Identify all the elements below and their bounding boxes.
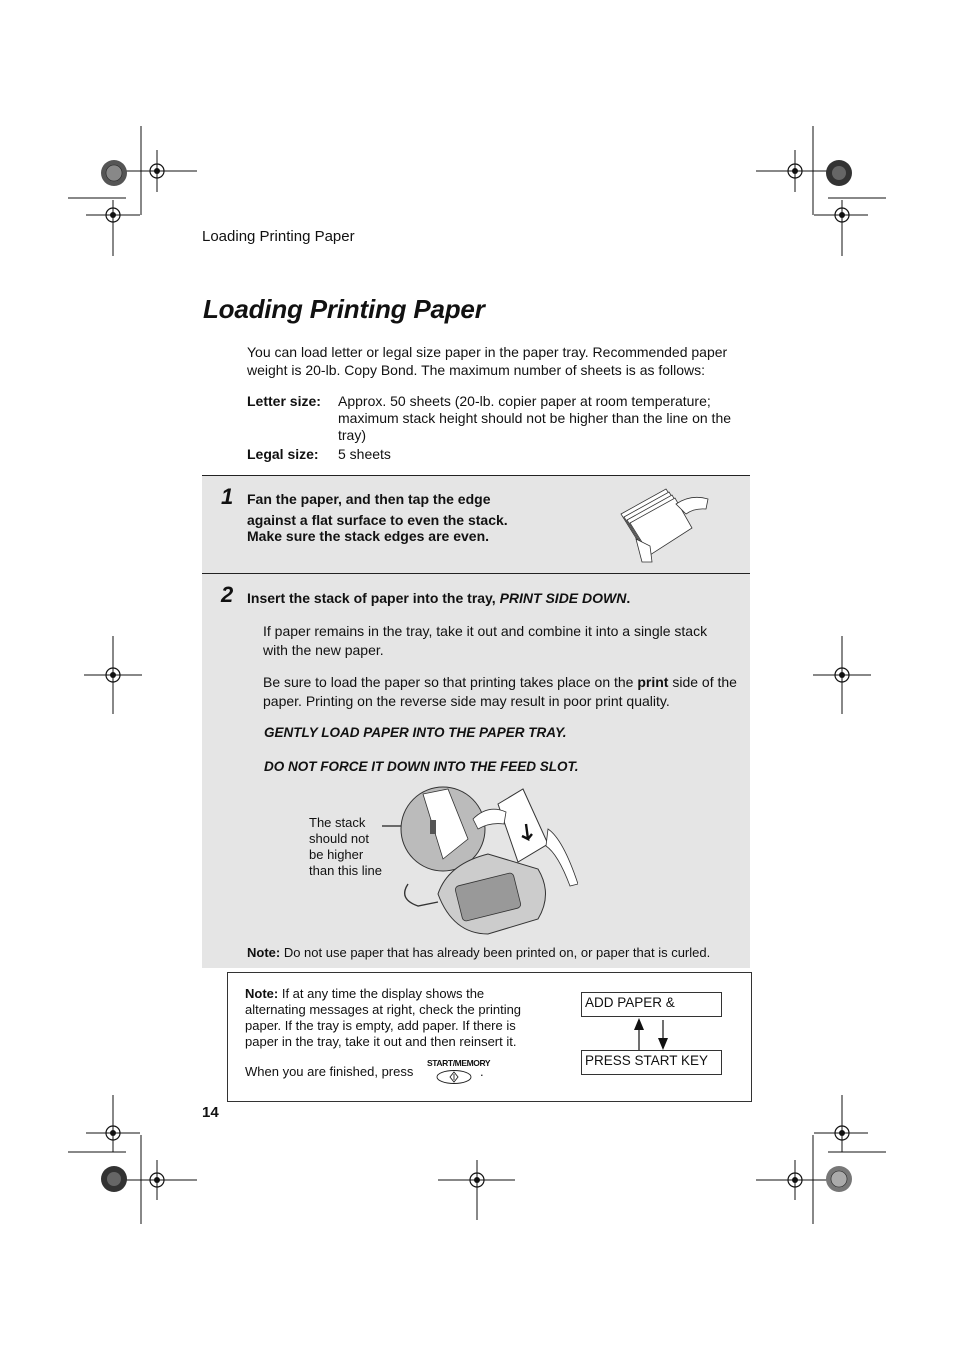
- step-1-line-2: against a flat surface to even the stack.: [247, 512, 508, 528]
- step-2-paragraph-1: If paper remains in the tray, take it out and combine it into a single stack with the new paper.: [263, 623, 708, 658]
- step-1-panel: [202, 475, 750, 574]
- legal-size-value: 5 sheets: [338, 446, 391, 462]
- finish-instruction: [245, 1064, 413, 1079]
- intro-paragraph: You can load letter or legal size paper in the paper tray. Recommended paper weight is 20-lb. Copy Bond. The maximum number of sheets is as follows:: [247, 344, 728, 378]
- running-header: Loading Printing Paper: [202, 228, 355, 245]
- finish-instruction-text: When you are finished, press: [245, 1064, 414, 1079]
- caption-line-1: The stack: [309, 815, 366, 830]
- display-message-1: ADD PAPER &: [581, 992, 722, 1017]
- step-2-note-text: Do not use paper that has already been printed on, or paper that is curled.: [280, 945, 711, 960]
- letter-size-value: Approx. 50 sheets (20-lb. copier paper at room temperature; maximum stack height should not be higher than the line on the tray): [338, 393, 732, 443]
- legal-size-label: Legal size:: [247, 446, 319, 462]
- step-1-number: 1: [221, 484, 234, 509]
- step-2-heading: [247, 590, 630, 607]
- step-2-paragraph-2-bold: print: [637, 674, 669, 690]
- finish-instruction-end: .: [480, 1064, 484, 1079]
- caption-line-4: than this line: [309, 863, 382, 878]
- step-2-panel: [202, 573, 750, 968]
- fanned-paper-illustration: [616, 484, 716, 564]
- step-1-line-3: Make sure the stack edges are even.: [247, 528, 490, 544]
- step-2-note: [247, 945, 710, 960]
- fax-machine-illustration: [378, 784, 578, 944]
- warning-do-not-force: DO NOT FORCE IT DOWN INTO THE FEED SLOT.: [264, 759, 579, 774]
- page-number: 14: [202, 1104, 219, 1121]
- step-1-line-1: Fan the paper, and then tap the edge: [247, 491, 491, 507]
- display-note-label: Note:: [245, 986, 279, 1001]
- step-2-paragraph-2-b: side of the paper. Printing on the reverse side may result in poor print quality.: [263, 674, 737, 709]
- step-2-heading-emphasis: PRINT SIDE DOWN: [499, 590, 627, 606]
- stack-height-caption: [309, 815, 382, 879]
- display-note-text: [245, 986, 545, 1050]
- page-title: Loading Printing Paper: [203, 294, 485, 324]
- step-2-paragraph-2: [263, 673, 738, 711]
- letter-size-label: Letter size:: [247, 393, 321, 409]
- step-2-heading-end: .: [626, 590, 631, 606]
- start-memory-key-label: START/MEMORY: [427, 1058, 491, 1068]
- step-2-paragraph-2-a: Be sure to load the paper so that printing takes place on the: [263, 674, 638, 690]
- step-2-note-label: Note:: [247, 945, 281, 960]
- start-memory-key-icon: [435, 1069, 475, 1085]
- display-note-box: [227, 972, 752, 1102]
- display-note-body: If at any time the display shows the alternating messages at right, check the printing paper. If the tray is empty, add paper. If there is paper in the tray, take it out and then reinsert it.: [245, 986, 522, 1049]
- caption-line-3: be higher: [309, 847, 364, 862]
- caption-line-2: should not: [309, 831, 369, 846]
- warning-gently-load: GENTLY LOAD PAPER INTO THE PAPER TRAY.: [264, 725, 567, 740]
- step-2-number: 2: [221, 582, 234, 607]
- step-2-heading-text: Insert the stack of paper into the tray,: [247, 590, 500, 606]
- alternating-arrows-icon: [631, 1018, 671, 1052]
- display-message-2: PRESS START KEY: [581, 1050, 722, 1075]
